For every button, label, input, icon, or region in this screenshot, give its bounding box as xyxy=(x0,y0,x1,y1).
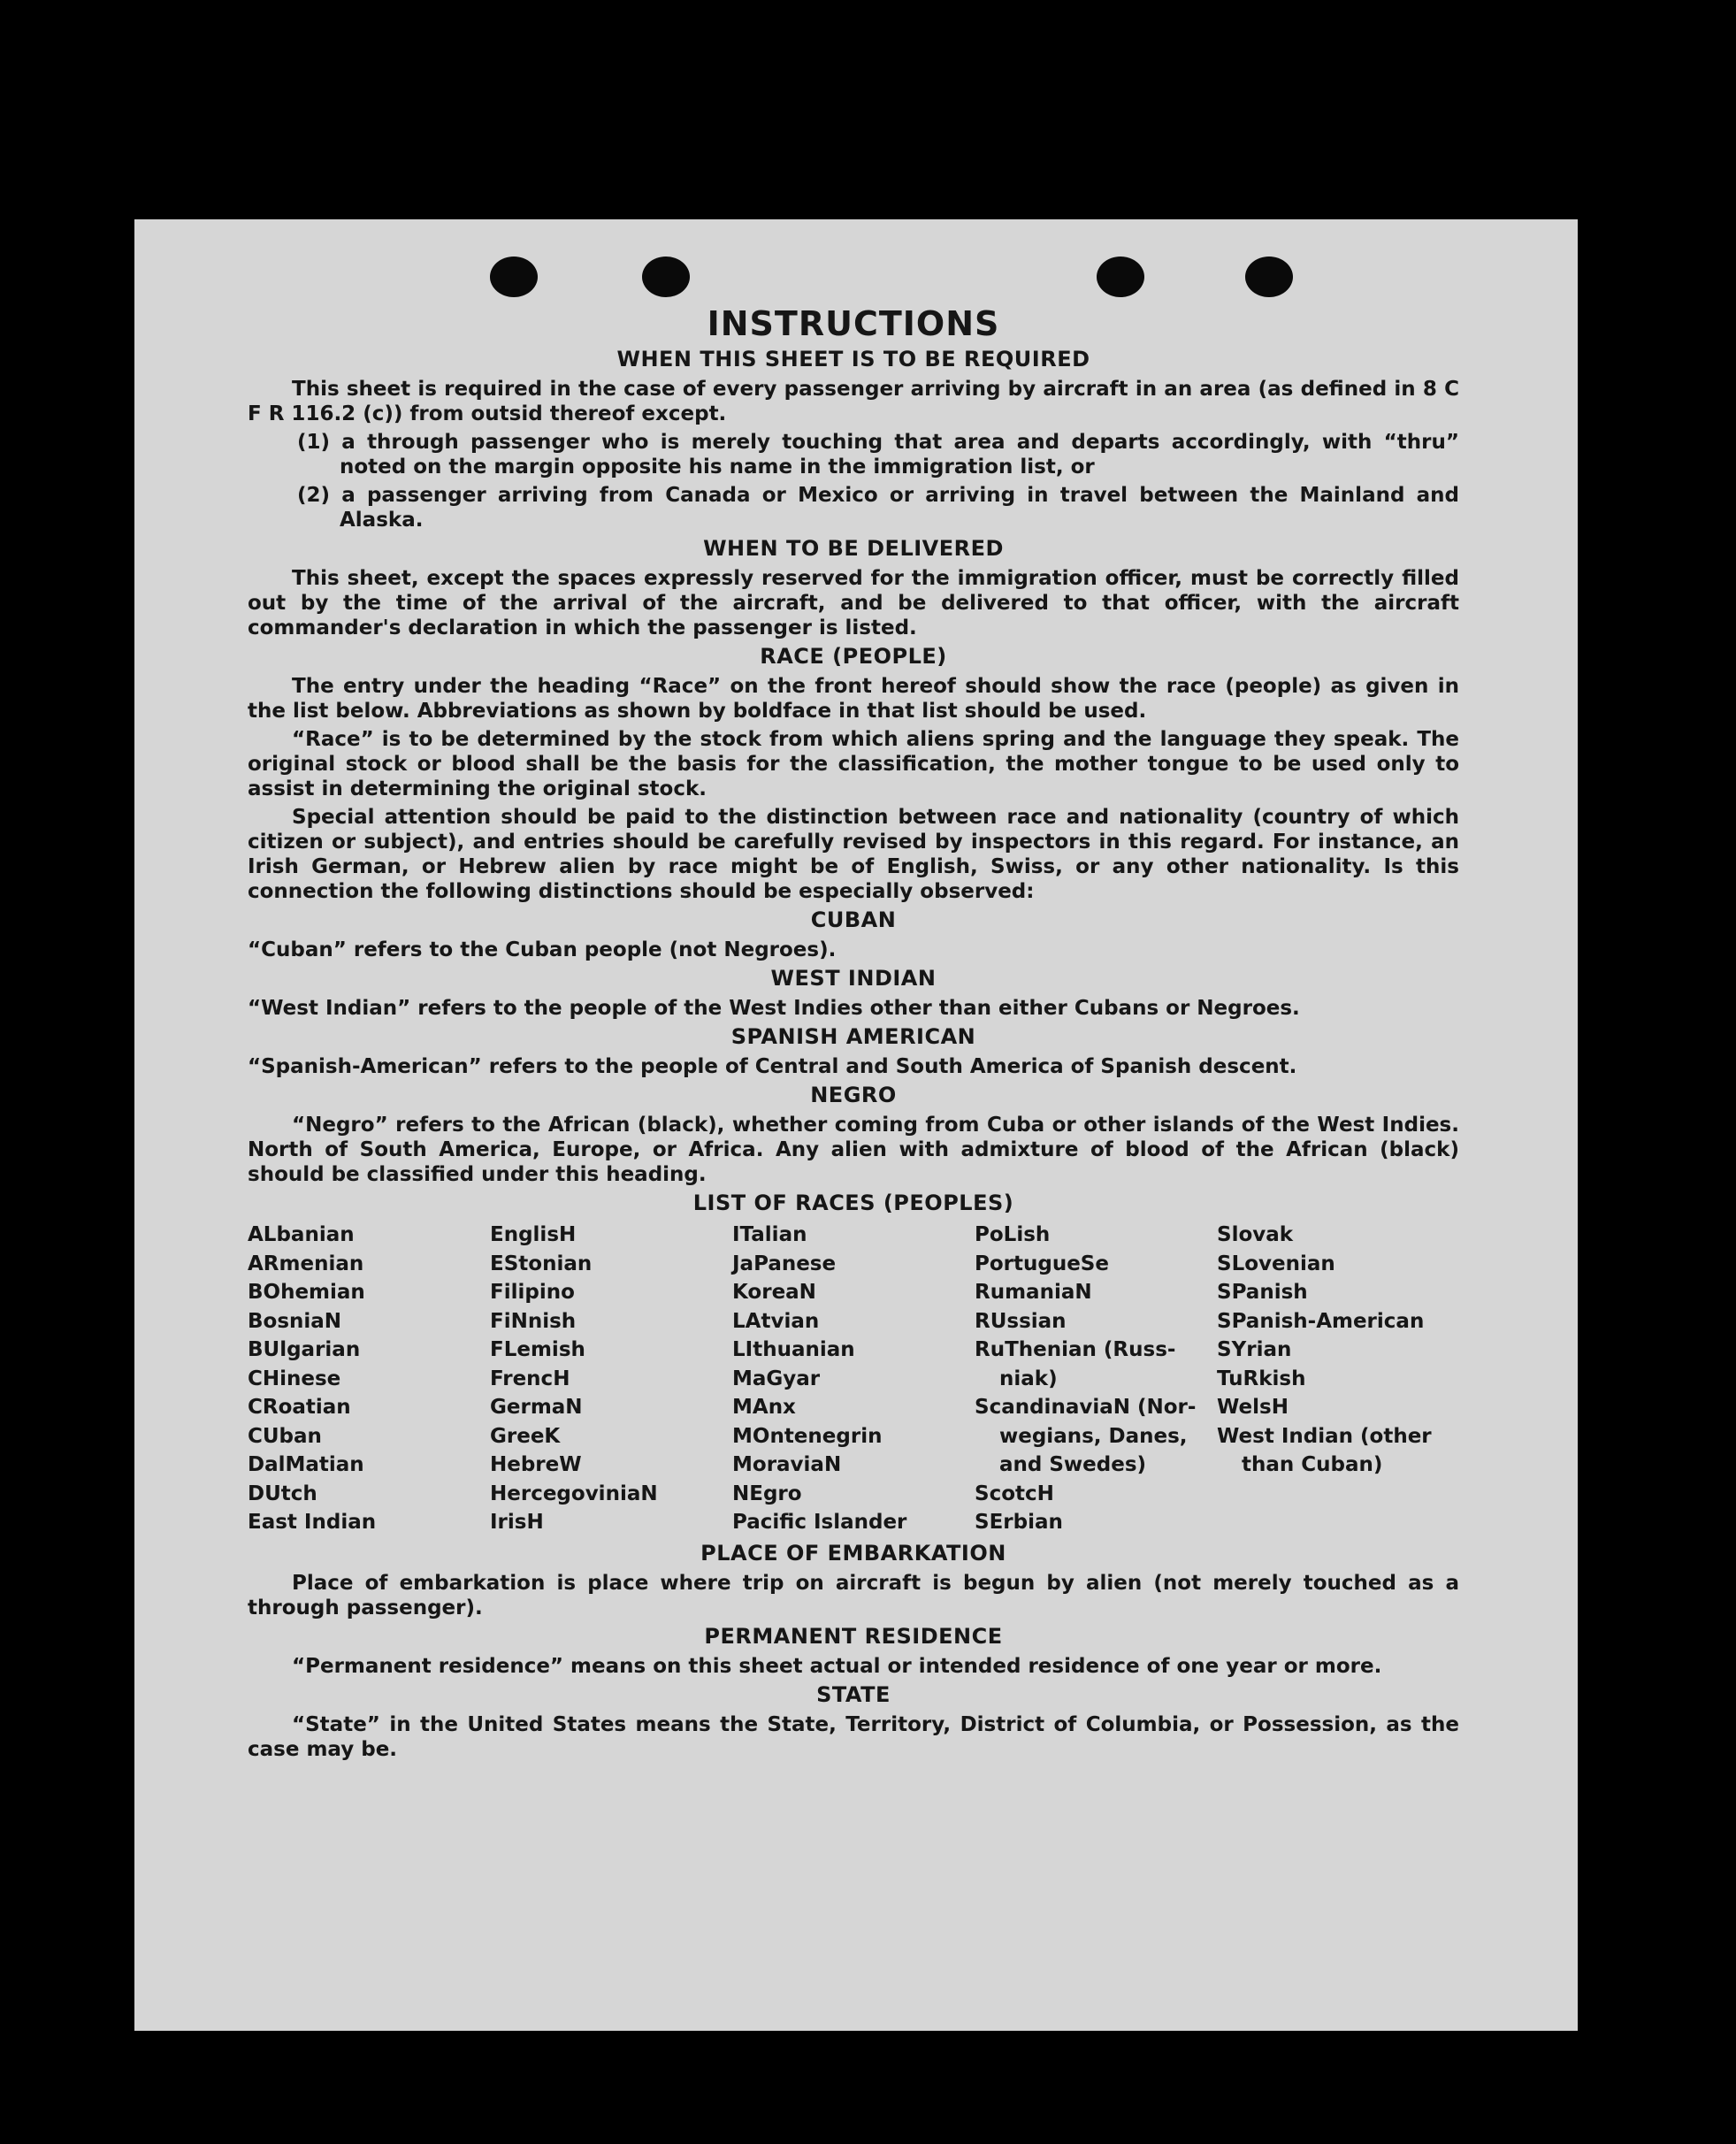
heading-list-of-races: LIST OF RACES (PEOPLES) xyxy=(692,1191,1014,1215)
document-sheet xyxy=(134,219,1578,2031)
race-item: RuThenian (Russ- xyxy=(975,1338,1176,1361)
west-indian-text: “West Indian” refers to the people of the West Indies other than either Cubans or Negroes. xyxy=(248,997,1300,1020)
race-item: BOhemian xyxy=(248,1281,365,1304)
embarkation-text: Place of embarkation is place where trip on aircraft is begun by alien (not merely touched as a through passenger). xyxy=(248,1571,1459,1619)
race-item: NEgro xyxy=(732,1482,802,1505)
race-item: KoreaN xyxy=(732,1281,816,1304)
race-item: MOntenegrin xyxy=(732,1424,883,1448)
race-item: RUssian xyxy=(975,1309,1067,1333)
heading-state: STATE xyxy=(816,1681,891,1707)
race-item: RumaniaN xyxy=(975,1281,1092,1304)
punch-hole xyxy=(1245,257,1293,297)
heading-place-of-embarkation: PLACE OF EMBARKATION xyxy=(700,1540,1006,1566)
race-item: GermaN xyxy=(490,1396,583,1419)
race-item: PortugueSe xyxy=(975,1252,1109,1275)
heading-negro: NEGRO xyxy=(810,1083,897,1107)
heading-cuban: CUBAN xyxy=(810,907,897,932)
race-item: CRoatian xyxy=(248,1396,351,1419)
race-item: CHinese xyxy=(248,1367,341,1390)
race-item: FrencH xyxy=(490,1367,570,1390)
race-item: MaGyar xyxy=(732,1367,821,1390)
race-paragraph-1: The entry under the heading “Race” on the front hereof should show the race (people) as given in the list below. Abbreviations as shown by boldface in that list should be used. xyxy=(248,675,1459,723)
race-item-continued: than Cuban) xyxy=(1242,1453,1383,1476)
race-paragraph-3: Special attention should be paid to the distinction between race and nationality (country of which citizen or subject), and entries should be carefully revised by inspectors in this regard. For instance, an Irish German, or Hebrew alien by race might be of English, Swiss, or any other nationality. Is this connection the following distinctions should be especially observed: xyxy=(248,806,1459,903)
race-paragraph-2: “Race” is to be determined by the stock from which aliens spring and the language they speak. The original stock or blood shall be the basis for the classification, the mother tongue to be used only to assist in determining the original stock. xyxy=(248,728,1459,800)
heading-when-delivered: WHEN TO BE DELIVERED xyxy=(703,536,1004,561)
races-list xyxy=(248,1221,1459,1537)
race-item: LAtvian xyxy=(732,1309,820,1333)
races-column-2 xyxy=(490,1221,732,1537)
when-delivered-text: This sheet, except the spaces expressly reserved for the immigration officer, must be correctly filled out by the time of the arrival of the aircraft, and be delivered to that officer, with the aircraft commander's declaration in which the passenger is listed. xyxy=(248,567,1459,639)
race-item: BosniaN xyxy=(248,1309,342,1333)
spanish-american-text: “Spanish-American” refers to the people of Central and South America of Spanish descent. xyxy=(248,1055,1297,1078)
races-column-1 xyxy=(248,1221,490,1537)
race-item: LIthuanian xyxy=(732,1338,855,1361)
race-item: FiNnish xyxy=(490,1309,577,1333)
when-required-intro: This sheet is required in the case of every passenger arriving by aircraft in an area (as defined in 8 C F R 116.2 (c)) from outsid thereof except. xyxy=(248,378,1459,425)
heading-when-required: WHEN THIS SHEET IS TO BE REQUIRED xyxy=(616,347,1090,371)
race-item: ALbanian xyxy=(248,1223,355,1246)
race-item: SPanish-American xyxy=(1217,1309,1425,1333)
exception-item-2: (2) a passenger arriving from Canada or Mexico or arriving in travel between the Mainland and Alaska. xyxy=(297,484,1459,532)
races-column-4 xyxy=(975,1221,1217,1537)
punch-hole xyxy=(1097,257,1144,297)
race-item: ScotcH xyxy=(975,1482,1054,1505)
race-item: Pacific Islander xyxy=(732,1511,907,1534)
exception-item-1: (1) a through passenger who is merely touching that area and departs accordingly, with “thru” noted on the margin opposite his name in the immigration list, or xyxy=(297,431,1459,479)
race-item: WelsH xyxy=(1217,1396,1289,1419)
race-item: ScandinaviaN (Nor- xyxy=(975,1396,1197,1419)
heading-race: RACE (PEOPLE) xyxy=(760,644,947,669)
race-item: DalMatian xyxy=(248,1453,364,1476)
race-item: SPanish xyxy=(1217,1281,1308,1304)
race-item: EStonian xyxy=(490,1252,593,1275)
heading-spanish-american: SPANISH AMERICAN xyxy=(730,1024,976,1049)
race-item: Slovak xyxy=(1217,1223,1294,1246)
race-item: DUtch xyxy=(248,1482,317,1505)
races-column-3 xyxy=(732,1221,975,1537)
race-item: CUban xyxy=(248,1424,322,1448)
race-item-continued: wegians, Danes, xyxy=(999,1424,1188,1448)
cuban-text: “Cuban” refers to the Cuban people (not Negroes). xyxy=(248,938,837,961)
race-item-continued: niak) xyxy=(999,1367,1058,1390)
race-item: MAnx xyxy=(732,1396,796,1419)
race-item: BUlgarian xyxy=(248,1338,361,1361)
race-item: ARmenian xyxy=(248,1252,364,1275)
race-item: SLovenian xyxy=(1217,1252,1335,1275)
race-item: FLemish xyxy=(490,1338,585,1361)
heading-west-indian: WEST INDIAN xyxy=(770,966,937,991)
state-text: “State” in the United States means the State, Territory, District of Columbia, or Possession, as the case may be. xyxy=(248,1712,1459,1761)
negro-text: “Negro” refers to the African (black), whether coming from Cuba or other islands of the West Indies. North of South America, Europe, or Africa. Any alien with admixture of blood of the African (black) should be classified under this heading. xyxy=(248,1114,1459,1186)
page-title: INSTRUCTIONS xyxy=(707,304,1000,343)
race-item-continued: and Swedes) xyxy=(999,1453,1147,1476)
race-item: MoraviaN xyxy=(732,1453,842,1476)
race-item: EnglisH xyxy=(490,1223,577,1246)
punch-hole xyxy=(490,257,538,297)
race-item: IrisH xyxy=(490,1511,544,1534)
punch-hole xyxy=(642,257,690,297)
race-item: SErbian xyxy=(975,1511,1063,1534)
heading-permanent-residence: PERMANENT RESIDENCE xyxy=(704,1623,1003,1649)
race-item: ITalian xyxy=(732,1223,807,1246)
race-item: PoLish xyxy=(975,1223,1051,1246)
instructions-content xyxy=(248,304,1459,1765)
race-item: JaPanese xyxy=(732,1252,837,1275)
race-item: HebreW xyxy=(490,1453,582,1476)
residence-text: “Permanent residence” means on this sheet actual or intended residence of one year or more. xyxy=(292,1654,1382,1678)
race-item: East Indian xyxy=(248,1511,377,1534)
race-item: Filipino xyxy=(490,1281,575,1304)
race-item: TuRkish xyxy=(1217,1367,1306,1390)
races-column-5 xyxy=(1217,1221,1459,1537)
race-item: SYrian xyxy=(1217,1338,1292,1361)
race-item: West Indian (other xyxy=(1217,1424,1432,1448)
race-item: GreeK xyxy=(490,1424,561,1448)
race-item: HercegoviniaN xyxy=(490,1482,658,1505)
